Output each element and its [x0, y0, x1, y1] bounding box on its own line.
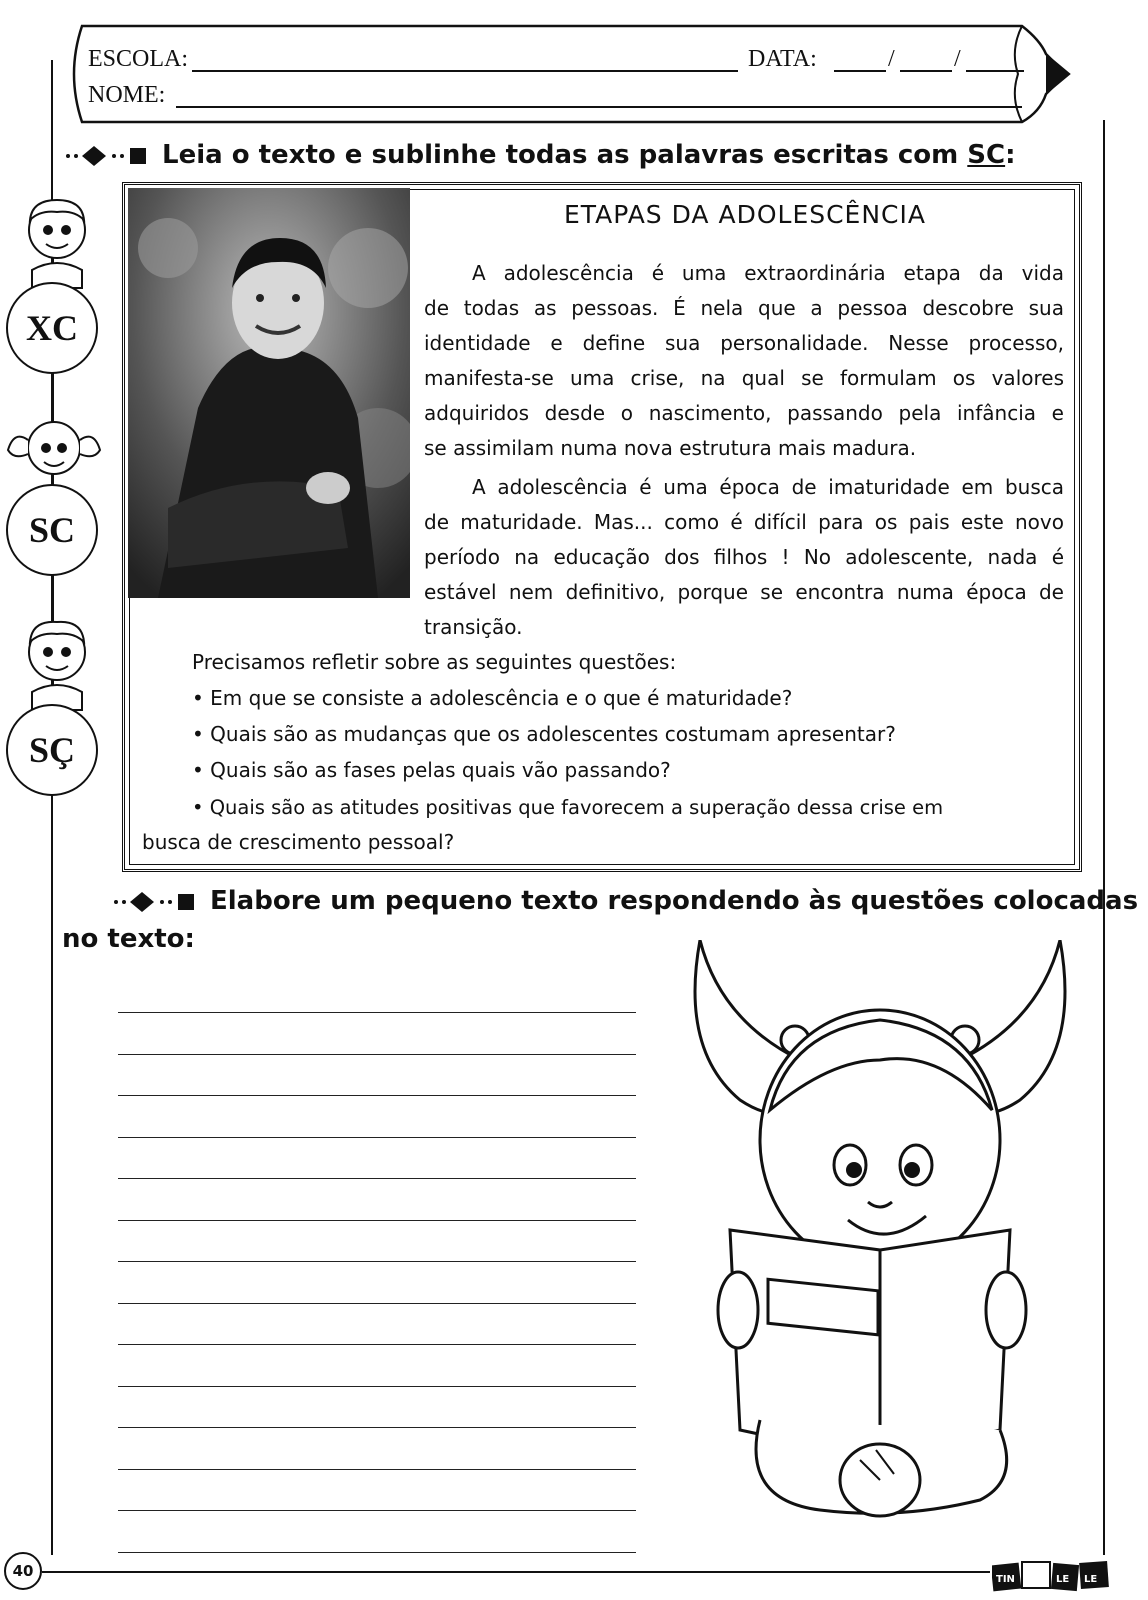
paragraph-1-line: de todas as pessoas. É nela que a pessoa descobre sua: [424, 296, 1064, 320]
answer-line[interactable]: [118, 1427, 636, 1428]
paragraph-2-line: estável nem definitivo, porque se encontra numa época de: [424, 580, 1064, 604]
date-separator-2: /: [954, 46, 961, 72]
question-item: • Em que se consiste a adolescência e o que é maturidade?: [192, 686, 793, 710]
diamond-bullet-icon: [112, 890, 200, 914]
publisher-logo-image: [992, 1556, 1112, 1592]
instruction1-text: Leia o texto e sublinhe todas as palavras escritas com: [162, 140, 968, 170]
answer-line[interactable]: [118, 1095, 636, 1096]
answer-line[interactable]: [118, 1303, 636, 1304]
svg-text:TIN: TIN: [996, 1574, 1015, 1585]
paragraph-2-line: de maturidade. Mas... como é difícil para os pais este novo: [424, 510, 1064, 534]
paragraph-1-line: se assimilam numa nova estrutura mais madura.: [424, 436, 917, 460]
instruction2-line2: no texto:: [62, 924, 195, 954]
instruction-underline-sc: [64, 140, 1016, 170]
school-field[interactable]: [192, 70, 738, 72]
diamond-bullet-icon: [64, 144, 152, 168]
answer-line[interactable]: [118, 1386, 636, 1387]
header-pencil-frame: [62, 20, 1072, 128]
badge-sc: SC: [6, 484, 98, 576]
answer-line[interactable]: [118, 1054, 636, 1055]
question-item: • Quais são as mudanças que os adolescentes costumam apresentar?: [192, 722, 896, 746]
answer-line[interactable]: [118, 1344, 636, 1345]
school-label: ESCOLA:: [88, 46, 189, 72]
paragraph-2: [424, 470, 1064, 645]
paragraph-2-line: período na educação dos filhos ! No adolescente, nada é: [424, 545, 1064, 569]
publisher-logo: [992, 1556, 1112, 1592]
answer-line[interactable]: [118, 1137, 636, 1138]
name-label: NOME:: [88, 82, 166, 108]
instruction1-colon: :: [1005, 140, 1016, 170]
question-item: • Quais são as atitudes positivas que favorecem a superação dessa crise em: [192, 796, 944, 819]
badge-s-cedilla: SÇ: [6, 704, 98, 796]
teen-photo: [128, 188, 410, 598]
badge-xc: XC: [6, 282, 98, 374]
paragraph-1-line: adquiridos desde o nascimento, passando pela infância e: [424, 401, 1064, 425]
paragraph-1-line: manifesta-se uma crise, na qual se formulam os valores: [424, 366, 1064, 390]
answer-line[interactable]: [118, 1178, 636, 1179]
answer-line[interactable]: [118, 1510, 636, 1511]
svg-text:LE: LE: [1084, 1574, 1098, 1585]
instruction-write-text: [112, 886, 1138, 916]
paragraph-1-line: identidade e define sua personalidade. Nesse processo,: [424, 331, 1064, 355]
teen-photo-image: [128, 188, 410, 598]
paragraph-1: [424, 256, 1064, 466]
paragraph-2-line: transição.: [424, 615, 523, 639]
answer-line[interactable]: [118, 1552, 636, 1553]
paragraph-1-line: A adolescência é uma extraordinária etapa da vida: [472, 261, 1064, 285]
date-month-field[interactable]: [900, 70, 952, 72]
answer-line[interactable]: [118, 1012, 636, 1013]
answer-line[interactable]: [118, 1220, 636, 1221]
question-item: • Quais são as fases pelas quais vão passando?: [192, 758, 671, 782]
paragraph-2-line: A adolescência é uma época de imaturidade em busca: [472, 475, 1064, 499]
page-number: 40: [4, 1552, 42, 1590]
name-field[interactable]: [176, 106, 1022, 108]
date-day-field[interactable]: [834, 70, 886, 72]
reading-title: ETAPAS DA ADOLESCÊNCIA: [564, 200, 926, 229]
answer-line[interactable]: [118, 1469, 636, 1470]
svg-text:LE: LE: [1056, 1574, 1070, 1585]
date-year-field[interactable]: [966, 70, 1024, 72]
answer-line[interactable]: [118, 1261, 636, 1262]
questions-intro: Precisamos refletir sobre as seguintes questões:: [192, 650, 677, 674]
instruction1-sc: SC: [967, 140, 1006, 170]
girl-reading-book-illustration: [680, 940, 1080, 1540]
date-label: DATA:: [748, 46, 817, 72]
question-item-continuation: busca de crescimento pessoal?: [142, 830, 455, 854]
instruction2-line1: Elabore um pequeno texto respondendo às questões colocadas: [210, 886, 1139, 916]
boy-cartoon-icon-2: [12, 612, 102, 712]
girl-cartoon-icon: [4, 410, 104, 490]
boy-cartoon-icon: [12, 190, 102, 290]
date-separator-1: /: [888, 46, 895, 72]
